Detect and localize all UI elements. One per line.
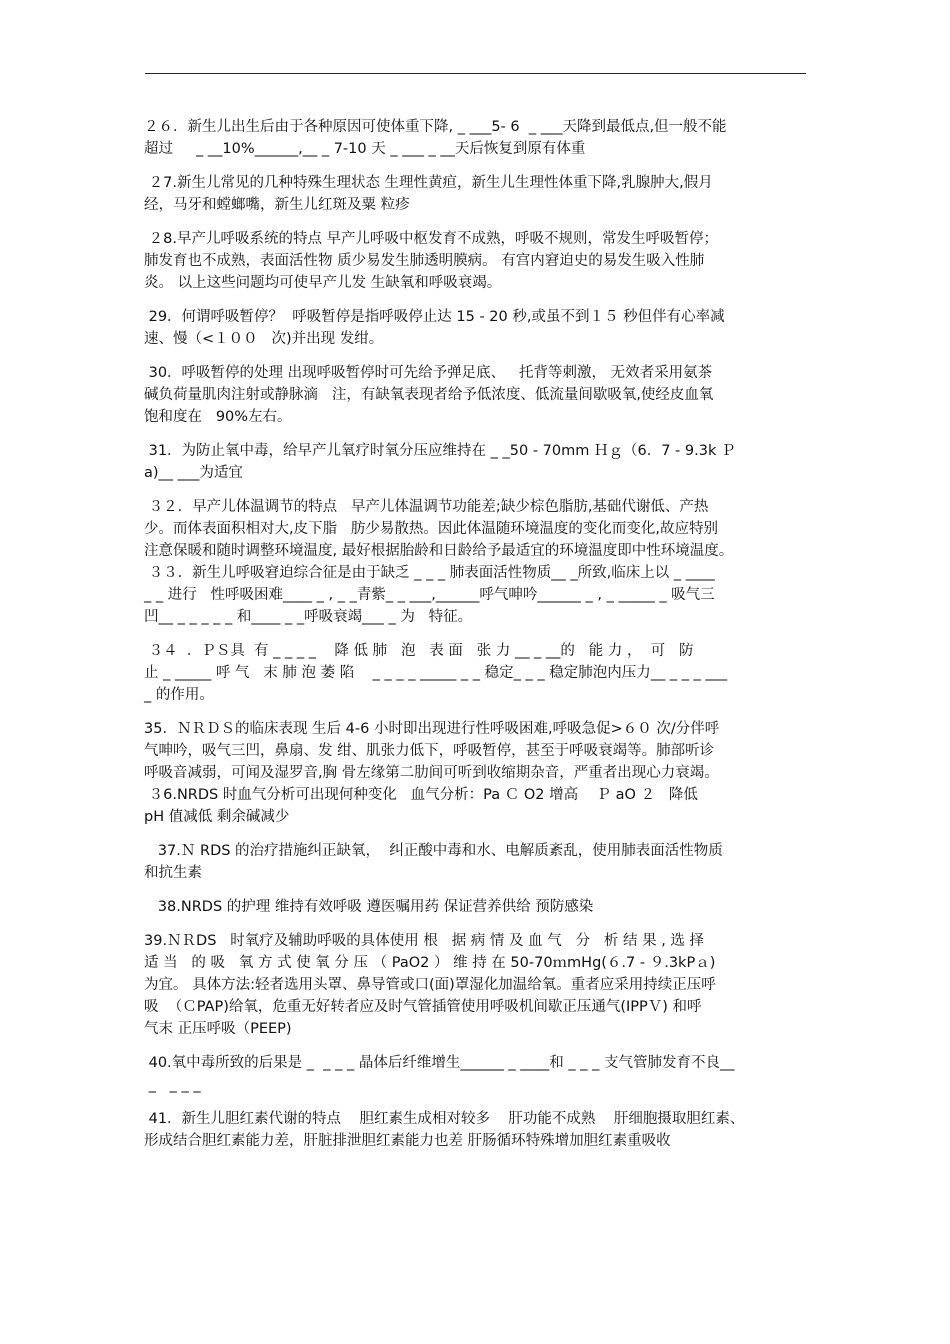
paragraph [144,1052,816,1096]
text-line: 炎。 以上这些问题均可使早产儿发 生缺氧和呼吸衰竭。 [144,275,502,291]
text-line: _ 的作用。 [144,687,214,703]
text-line: 止 _ _____ 呼 气 末 肺 泡 萎 陷 _ _ _ _ _____ _ _ 稳定_ _ _ 稳定肺泡内压力__ _ _ _ ___ [144,665,728,681]
text-line: 经，马牙和螳螂嘴，新生儿红斑及粟 粒疹 [144,197,410,213]
text-line: ２7.新生儿常见的几种特殊生理状态 生理性黄疸，新生儿生理性体重下降,乳腺肿大,假月 [144,175,713,191]
text-line: 和抗生素 [144,865,202,881]
paragraph [144,362,816,428]
text-line: 注意保暖和随时调整环境温度, 最好根据胎龄和日龄给予最适宜的环境温度即中性环境温度。 [144,543,734,559]
text-line: 碱负荷量肌肉注射或静脉滴 注，有缺氧表现者给予低浓度、低流量间歇吸氧,使经皮血氧 [144,387,714,403]
text-line: a)__ ___为适宜 [144,465,243,481]
text-line: 40.氧中毒所致的后果是 _ _ _ _ 晶体后纤维增生______ _ ____和 _ _ _ 支气管肺发育不良__ [144,1055,735,1071]
text-line: 气呻吟，吸气三凹，鼻扇、发 绀、肌张力低下，呼吸暂停，甚至于呼吸衰竭等。肺部听诊 [144,743,715,759]
paragraph [144,496,816,562]
text-line: 气末 正压呼吸（PEEP) [144,1021,292,1037]
text-line: 饱和度在 90%左右。 [144,409,292,425]
text-line: 为宜。 具体方法:轻者选用头罩、鼻导管或口(面)罩湿化加温给氧。重者应采用持续正压呼 [144,977,716,993]
paragraph [144,228,816,294]
paragraph [144,116,816,160]
text-line: 吸 （ＣPAP)给氧，危重无好转者应及时气管插管使用呼吸机间歇正压通气(IPPＶ) 和呼 [144,999,702,1015]
text-line: 形成结合胆红素能力差，肝脏排泄胆红素能力也差 肝肠循环特殊增加胆红素重吸收 [144,1133,671,1149]
paragraph [144,840,816,884]
paragraph [144,172,816,216]
paragraph [144,718,816,784]
text-line: ３３．新生儿呼吸窘迫综合征是由于缺乏 _ _ _ 肺表面活性物质__ _所致,临床上以 _ ____ [144,565,715,581]
paragraph [144,1108,816,1152]
paragraph [144,306,816,350]
text-line: 37.Ｎ RDS 的治疗措施纠正缺氧， 纠正酸中毒和水、电解质紊乱，使用肺表面活性物质 [144,843,723,859]
text-line: 呼吸音减弱，可闻及湿罗音,胸 骨左缘第二肋间可听到收缩期杂音，严重者出现心力衰竭。 [144,765,719,781]
text-line: ３6.NRDS 时血气分析可出现何种变化 血气分析：Pa Ｃ O2 增高 Ｐ aO ２ 降低 [144,787,698,803]
text-line: ３２．早产儿体温调节的特点 早产儿体温调节功能差;缺少棕色脂肪,基础代谢低、产热 [144,499,709,515]
text-line: 适 当 的 吸 氧 方 式 使 氧 分 压 （ PaO2 ） 维 持 在 50-70ｍmHg(６.7 - ９.3kPａ) [144,955,716,971]
paragraph [144,896,816,918]
text-line: 38.NRDS 的护理 维持有效呼吸 遵医嘱用药 保证营养供给 预防感染 [144,899,594,915]
text-line: 30．呼吸暂停的处理 出现呼吸暂停时可先给予弹足底、 托背等刺激， 无效者采用氨茶 [144,365,713,381]
text-line: 39.ＮＲDS 时氧疗及辅助呼吸的具体使用 根 据 病 情 及 血 气 分 析 结 果 , 选 择 [144,933,705,949]
text-line: 超过 _ __10%______,__ _ 7-10 天 _ ___ _ __天后恢复到原有体重 [144,141,586,157]
text-line: 35．ＮＲＤＳ的临床表现 生后 4-6 小时即出现进行性呼吸困难,呼吸急促>６０ 次/分伴呼 [144,721,720,737]
paragraph [144,562,816,628]
text-line: pH 值减低 剩余碱减少 [144,809,290,825]
document-body [144,116,816,1164]
text-line: _ _ 进行 性呼吸困难____ _ , _ _青紫_ _ ___,______呼气呻吟______ _ , _ _____ _ 吸气三 [144,587,715,603]
paragraph [144,640,816,706]
text-line: ３４ ．ＰＳ具 有 _ _ _ _ 降 低 肺 泡 表 面 张 力 __ _ __的 能 力 ， 可 防 [144,643,694,659]
text-line: ２8.早产儿呼吸系统的特点 早产儿呼吸中枢发育不成熟，呼吸不规则，常发生呼吸暂停； [144,231,719,247]
text-line: 29．何谓呼吸暂停？ 呼吸暂停是指呼吸停止达 15 - 20 秒,或虽不到１５ 秒但伴有心率减 [144,309,725,325]
header-rule [145,73,806,74]
text-line: ２６．新生儿出生后由于各种原因可使体重下降, _ ___5- 6 _ ___天降到最低点,但一般不能 [144,119,727,135]
text-line: _ _ _ _ [144,1077,201,1093]
text-line: 少。而体表面积相对大,皮下脂 肪少易散热。因此体温随环境温度的变化而变化,故应特别 [144,521,719,537]
text-line: 41．新生儿胆红素代谢的特点 胆红素生成相对较多 肝功能不成熟 肝细胞摄取胆红素、 [144,1111,745,1127]
text-line: 肺发育也不成熟，表面活性物 质少易发生肺透明膜病。 有宫内窘迫史的易发生吸入性肺 [144,253,705,269]
text-line: 31．为防止氧中毒，给早产儿氧疗时氧分压应维持在 _ _50 - 70mm Ｈｇ（6．7 - 9.3k Ｐ [144,443,736,459]
paragraph [144,440,816,484]
text-line: 凹__ _ _ _ _ _ 和____ _ _呼吸衰竭___ _ 为 特征。 [144,609,473,625]
paragraph [144,784,816,828]
text-line: 速、慢（<１００ 次)并出现 发绀。 [144,331,384,347]
paragraph [144,930,816,1040]
